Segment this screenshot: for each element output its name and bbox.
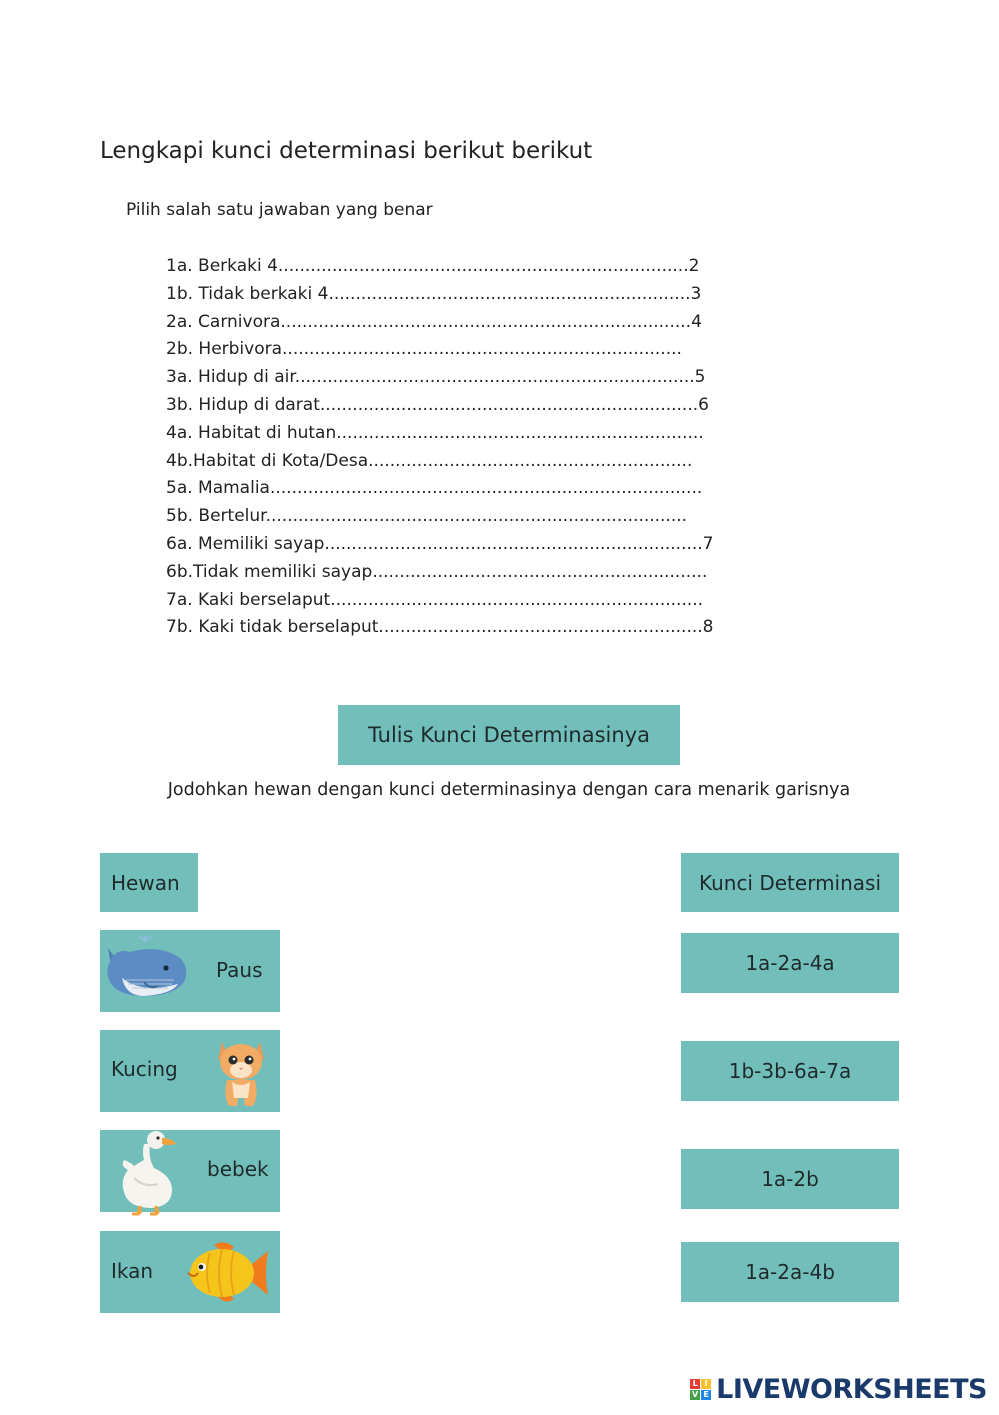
key-line: 7b. Kaki tidak berselaput............................................................8 <box>166 617 714 638</box>
duck-icon <box>120 1128 182 1216</box>
cat-icon <box>212 1032 270 1110</box>
liveworksheets-logo <box>690 1374 987 1405</box>
key-line: 2a. Carnivora............................................................................4 <box>166 311 702 332</box>
key-line: 2b. Herbivora.......................................................................... <box>166 339 682 360</box>
animal-column-header: Hewan <box>100 853 198 912</box>
animal-name: Ikan <box>111 1259 154 1283</box>
animal-card-kucing[interactable] <box>100 1030 280 1112</box>
section-heading: Tulis Kunci Determinasinya <box>338 705 680 765</box>
whale-icon <box>100 934 190 1000</box>
animal-name: Kucing <box>111 1057 178 1081</box>
key-option[interactable]: 1a-2b <box>681 1149 899 1209</box>
animal-card-paus[interactable] <box>100 930 280 1012</box>
key-line: 1b. Tidak berkaki 4...................................................................3 <box>166 283 702 304</box>
key-line: 4b.Habitat di Kota/Desa............................................................ <box>166 450 693 471</box>
animal-name: Paus <box>216 958 263 982</box>
key-line: 4a. Habitat di hutan.................................................................... <box>166 422 704 443</box>
key-line: 3b. Hidup di darat......................................................................6 <box>166 394 709 415</box>
key-option[interactable]: 1b-3b-6a-7a <box>681 1041 899 1101</box>
key-column-header: Kunci Determinasi <box>681 853 899 912</box>
subtitle: Pilih salah satu jawaban yang benar <box>126 200 433 220</box>
logo-mark-icon: L I V E <box>690 1379 711 1400</box>
key-line: 6a. Memiliki sayap......................................................................7 <box>166 533 714 554</box>
page-title: Lengkapi kunci determinasi berikut berikut <box>100 138 593 164</box>
animal-card-ikan[interactable] <box>100 1231 280 1313</box>
key-line: 5a. Mamalia................................................................................ <box>166 478 703 499</box>
animal-card-bebek[interactable] <box>100 1130 280 1212</box>
logo-text: LIVEWORKSHEETS <box>716 1374 987 1405</box>
fish-icon <box>184 1239 270 1307</box>
determination-key-list <box>166 253 714 642</box>
instruction-text: Jodohkan hewan dengan kunci determinasinya dengan cara menarik garisnya <box>167 780 851 800</box>
key-line: 6b.Tidak memiliki sayap.............................................................. <box>166 561 708 582</box>
key-line: 7a. Kaki berselaput..................................................................... <box>166 589 704 610</box>
key-line: 5b. Bertelur.............................................................................. <box>166 506 688 527</box>
key-option[interactable]: 1a-2a-4b <box>681 1242 899 1302</box>
key-option[interactable]: 1a-2a-4a <box>681 933 899 993</box>
animal-name: bebek <box>207 1157 269 1181</box>
key-line: 3a. Hidup di air..........................................................................5 <box>166 367 706 388</box>
key-line: 1a. Berkaki 4............................................................................2 <box>166 256 700 276</box>
